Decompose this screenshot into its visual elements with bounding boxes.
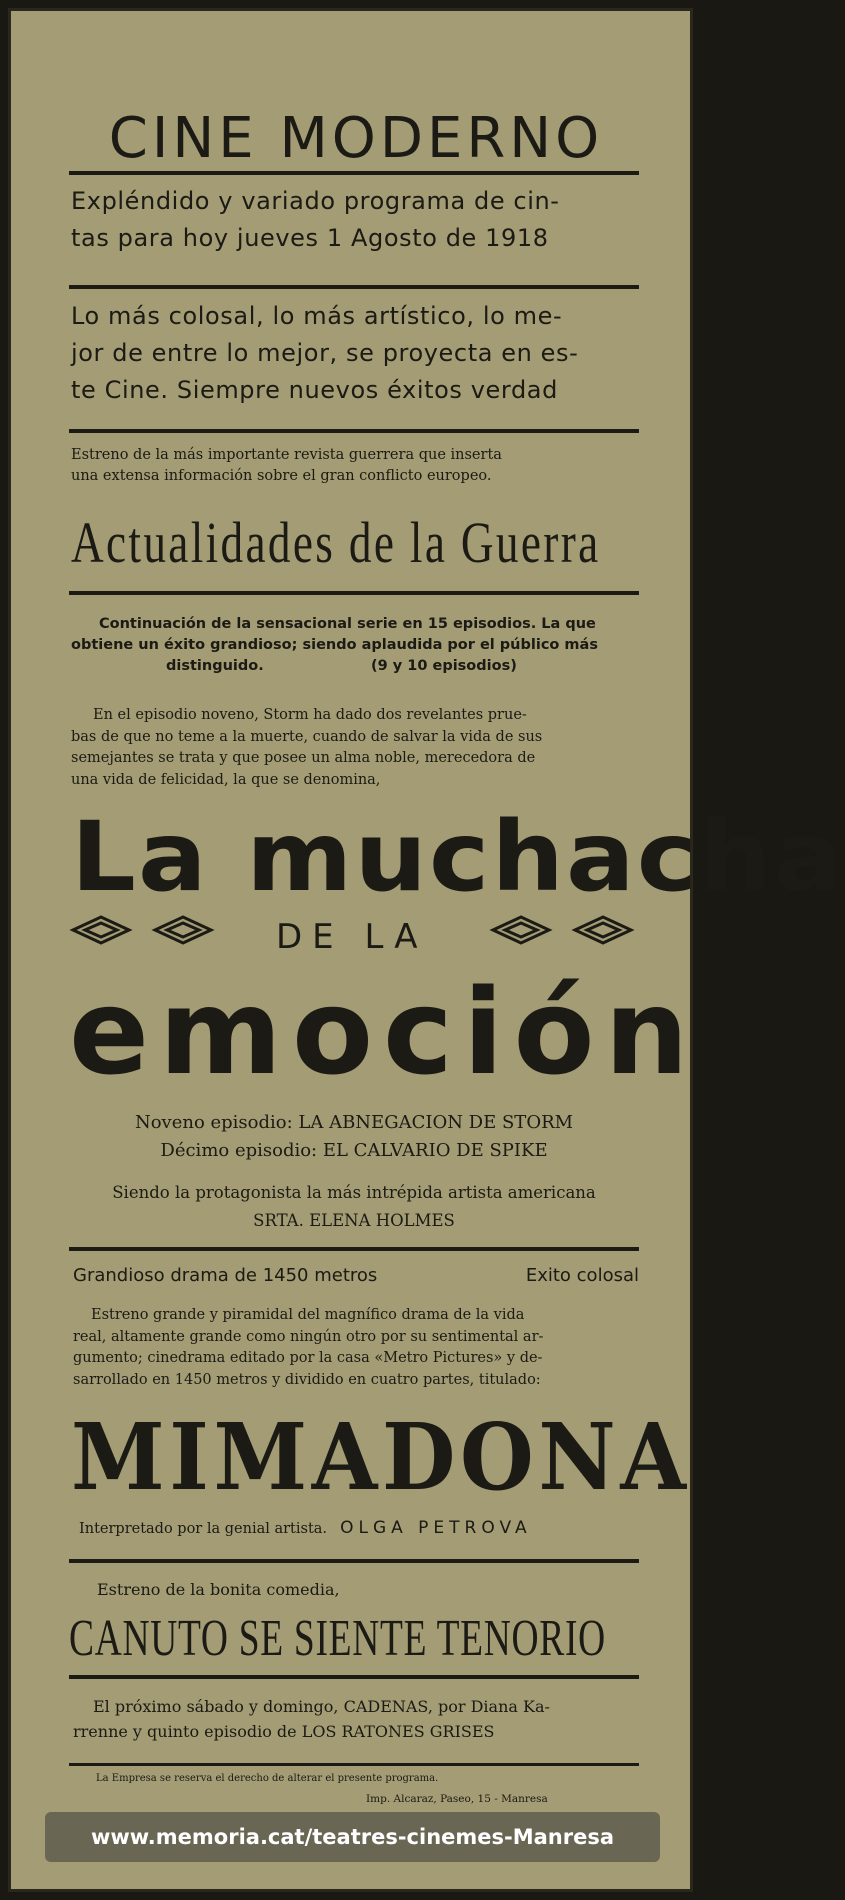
- episode-10: Décimo episodio: EL CALVARIO DE SPIKE: [160, 1140, 548, 1161]
- intro-line-1: Expléndido y variado programa de cin-: [71, 187, 560, 215]
- ornament-left: [69, 913, 219, 947]
- footer-printer: Imp. Alcaraz, Paseo, 15 - Manresa: [366, 1793, 548, 1805]
- news-title: Actualidades de la Guerra: [71, 510, 601, 575]
- divider: [69, 1247, 639, 1251]
- star-line: Siendo la protagonista la más intrépida artista americana: [112, 1183, 596, 1202]
- next-line-1: El próximo sábado y domingo, CADENAS, por Diana Ka-: [93, 1697, 550, 1716]
- serial-title-top: La muchacha: [71, 801, 845, 913]
- footer-notice: La Empresa se reserva el derecho de alterar el presente programa.: [96, 1773, 439, 1784]
- ornament-right: [489, 913, 639, 947]
- intro-line-2: tas para hoy jueves 1 Agosto de 1918: [71, 224, 549, 252]
- serial-intro-line-2: obtiene un éxito grandioso; siendo aplaudida por el público más: [71, 637, 598, 653]
- serial-intro: [71, 614, 641, 677]
- claim-text: [71, 298, 641, 409]
- drama-desc-line-3: gumento; cinedrama editado por la casa «Metro Pictures» y de-: [73, 1350, 543, 1366]
- next-program: [73, 1694, 639, 1744]
- drama-heading: [73, 1265, 639, 1286]
- serial-intro-line-1: Continuación de la sensacional serie en 15 episodios. La que: [99, 616, 596, 632]
- divider: [69, 1675, 639, 1679]
- drama-description: [73, 1305, 639, 1391]
- serial-desc-line-2: bas de que no teme a la muerte, cuando de salvar la vida de sus: [71, 728, 543, 745]
- drama-success: Exito colosal: [525, 1265, 639, 1286]
- divider: [69, 1559, 639, 1563]
- divider: [69, 171, 639, 175]
- drama-title: MIMADONA: [71, 1403, 691, 1511]
- serial-title-bottom: emoción: [69, 963, 699, 1101]
- serial-description: [71, 705, 641, 791]
- serial-desc-line-3: semejantes se trata y que posee un alma noble, merecedora de: [71, 750, 536, 766]
- drama-desc-line-4: sarrollado en 1450 metros y dividido en cuatro partes, titulado:: [73, 1371, 541, 1388]
- next-line-2: rrenne y quinto episodio de LOS RATONES GRISES: [73, 1722, 495, 1741]
- divider: [69, 429, 639, 433]
- drama-performer: [79, 1518, 639, 1538]
- episode-9: Noveno episodio: LA ABNEGACION DE STORM: [134, 1112, 574, 1133]
- serial-desc-line-1: En el episodio noveno, Storm ha dado dos revelantes prue-: [93, 707, 527, 723]
- star-name: SRTA. ELENA HOLMES: [253, 1211, 455, 1230]
- serial-star: [69, 1179, 639, 1235]
- drama-length: Grandioso drama de 1450 metros: [73, 1265, 378, 1286]
- news-intro-line-1: Estreno de la más importante revista guerrera que inserta: [71, 447, 502, 463]
- divider: [69, 285, 639, 289]
- claim-line-1: Lo más colosal, lo más artístico, lo me-: [71, 302, 563, 330]
- news-intro-line-2: una extensa información sobre el gran conflicto europeo.: [71, 468, 492, 484]
- claim-line-2: jor de entre lo mejor, se proyecta en es-: [71, 339, 579, 367]
- poster-title: CINE MODERNO: [108, 106, 604, 171]
- serial-episodes: [69, 1109, 639, 1165]
- claim-line-3: te Cine. Siempre nuevos éxitos verdad: [71, 376, 558, 404]
- watermark-banner: www.memoria.cat/teatres-cinemes-Manresa: [45, 1812, 660, 1862]
- serial-intro-line-3: distinguido.: [166, 658, 264, 674]
- intro-text: [71, 183, 641, 257]
- news-intro: [71, 445, 641, 487]
- drama-desc-line-1: Estreno grande y piramidal del magnífico drama de la vida: [91, 1307, 525, 1323]
- divider: [69, 1763, 639, 1766]
- comedy-title: CANUTO SE SIENTE TENORIO: [69, 1610, 606, 1667]
- comedy-intro: Estreno de la bonita comedia,: [97, 1580, 340, 1599]
- drama-desc-line-2: real, altamente grande como ningún otro por su sentimental ar-: [73, 1328, 544, 1345]
- performer-label: Interpretado por la genial artista.: [79, 1521, 328, 1537]
- divider: [69, 591, 639, 595]
- serial-title-middle: DE LA: [276, 917, 428, 957]
- cinema-program-poster: [8, 8, 845, 1892]
- performer-name: OLGA PETROVA: [340, 1518, 532, 1538]
- serial-episodes-note: (9 y 10 episodios): [371, 658, 517, 674]
- serial-desc-line-4: una vida de felicidad, la que se denomina,: [71, 771, 381, 788]
